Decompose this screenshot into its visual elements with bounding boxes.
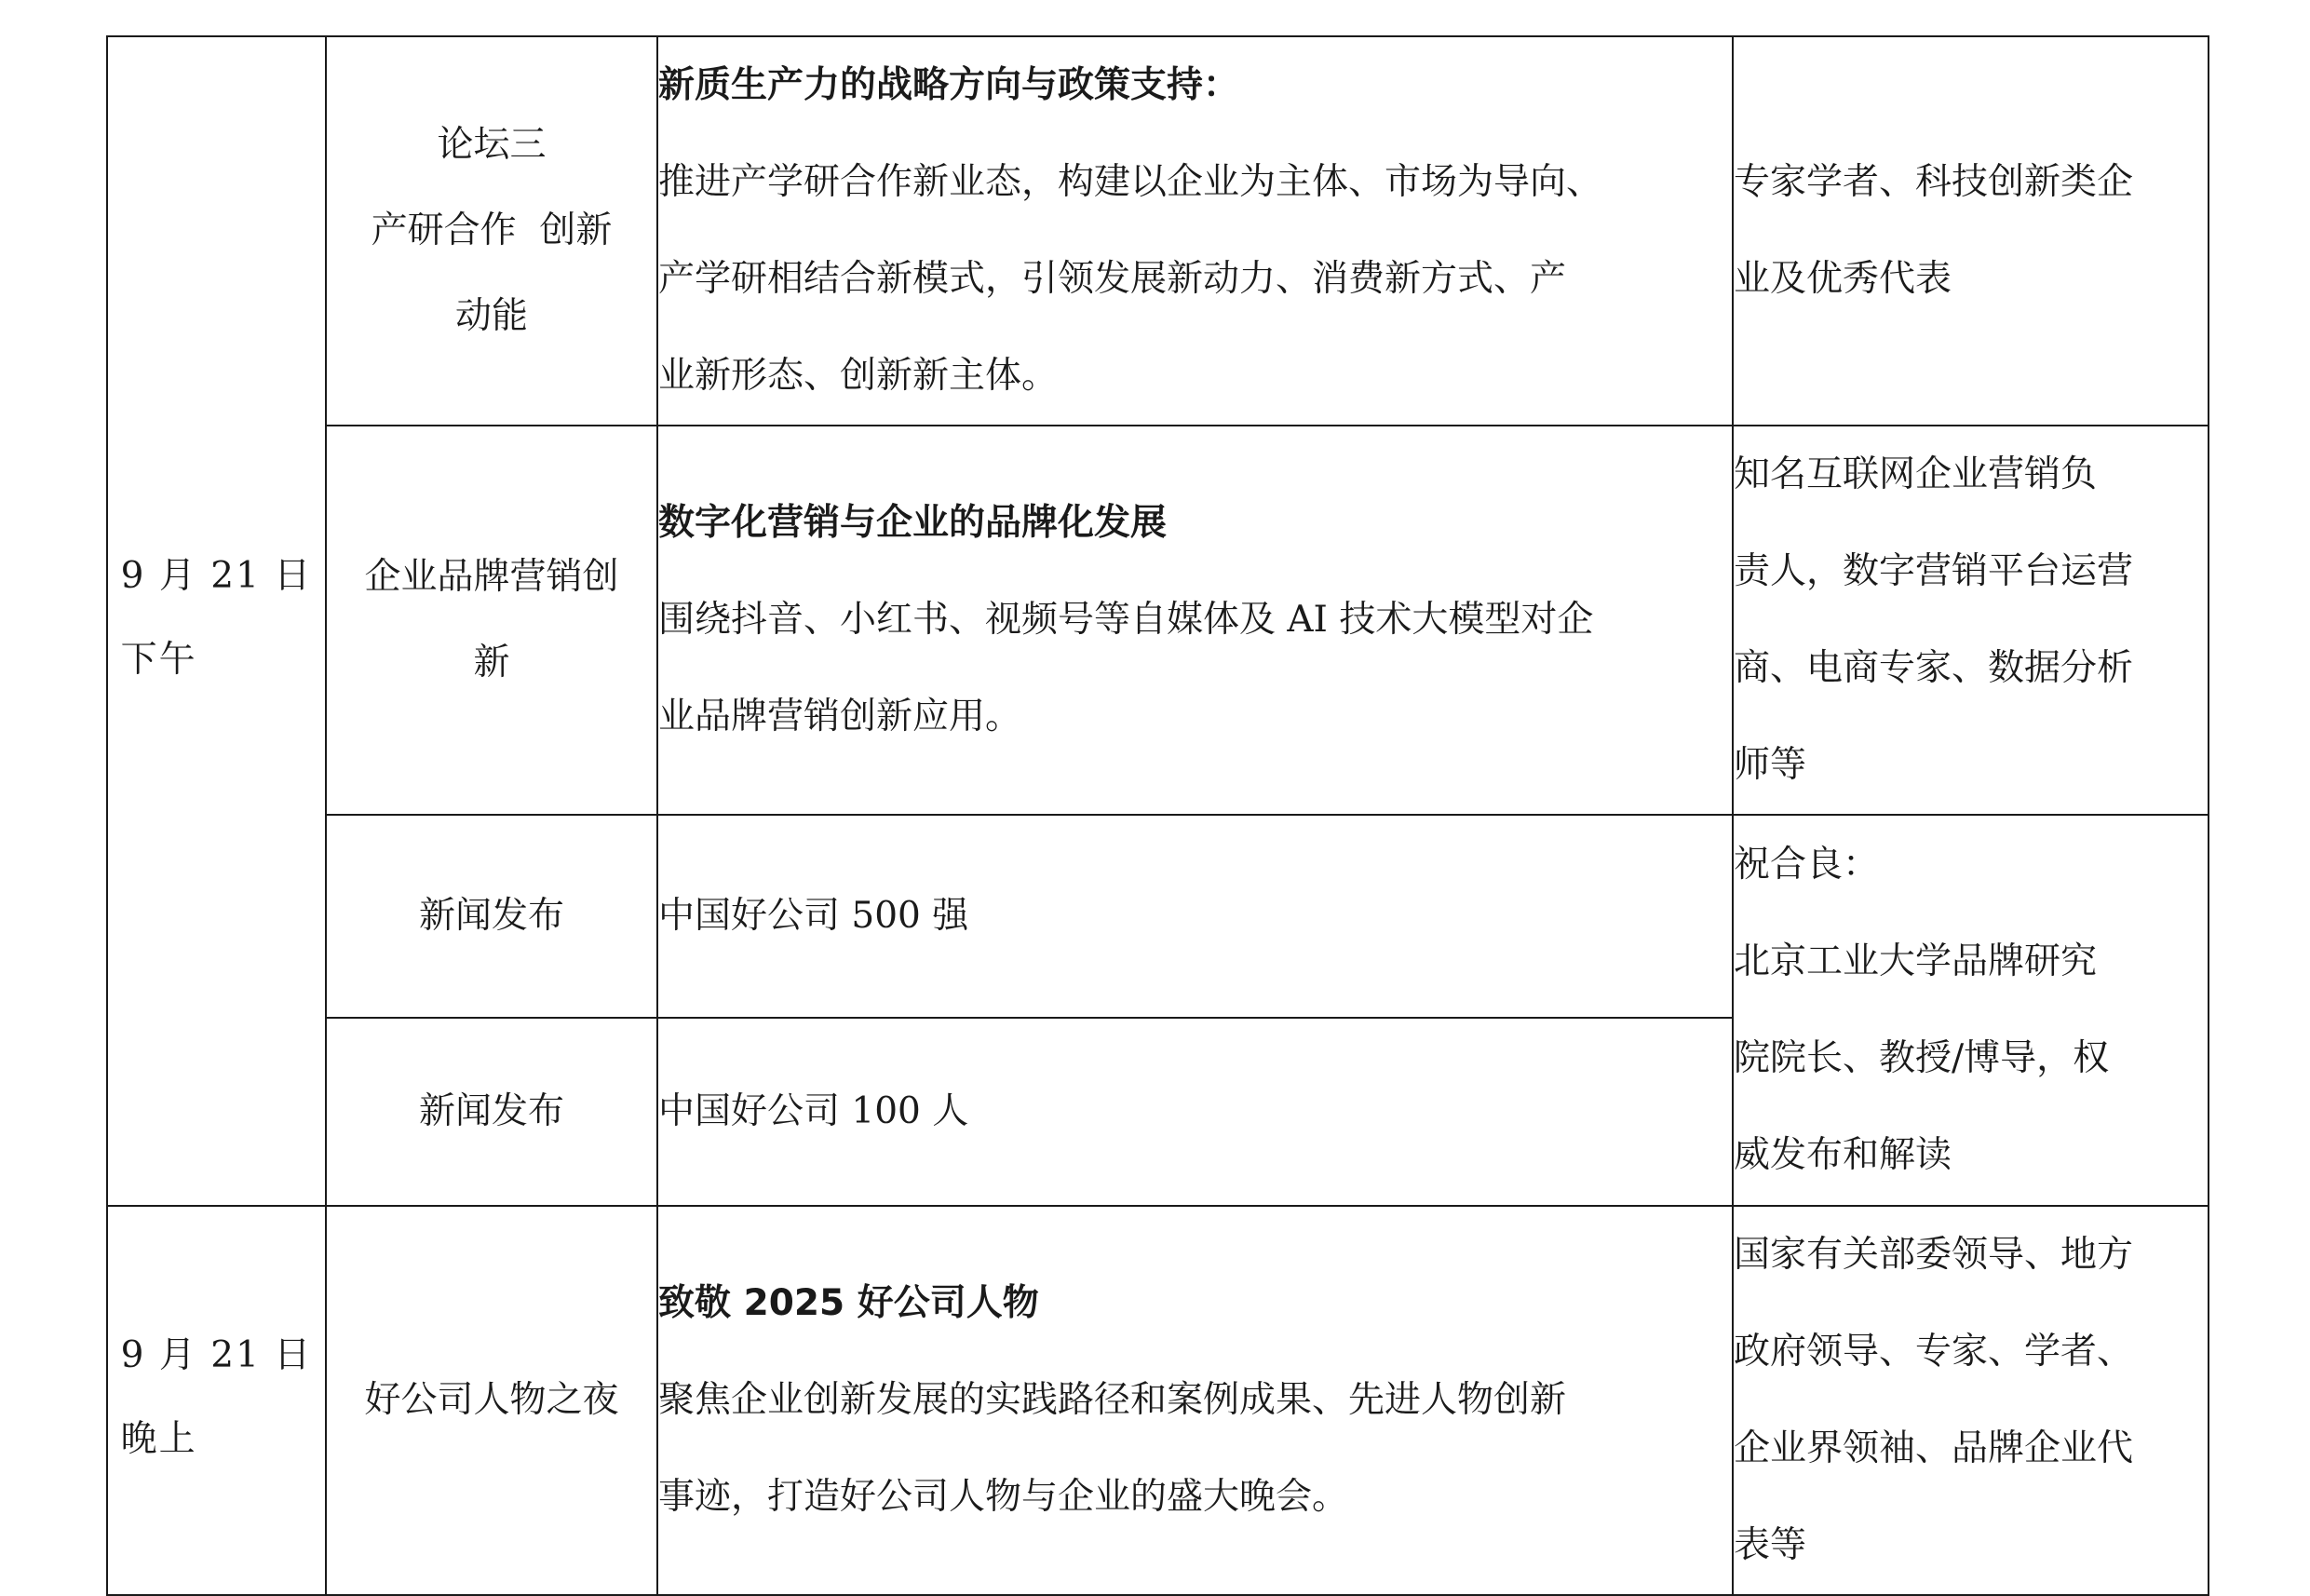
session-name-line: 新闻发布 — [418, 1090, 564, 1132]
session-name-cell — [326, 1206, 657, 1595]
guest-cell — [1733, 36, 2209, 426]
guest-cell — [1733, 426, 2209, 815]
date-line: 9 月 21 日 — [120, 1333, 313, 1376]
content-line: 推进产学研合作新业态，构建以企业为主体、市场为导向、 — [658, 161, 1603, 203]
session-name-cell — [326, 1018, 657, 1206]
guest-line: 师等 — [1734, 744, 1807, 786]
session-name-line: 新 — [473, 642, 510, 683]
table-row — [107, 1206, 2209, 1595]
date-line: 晚上 — [120, 1417, 197, 1460]
session-name-cell — [326, 36, 657, 426]
content-title: 新质生产力的战略方向与政策支持： — [658, 64, 1240, 106]
content-cell — [657, 815, 1733, 1018]
content-line: 中国好公司 100 人 — [658, 1090, 969, 1132]
content-line: 中国好公司 500 强 — [658, 895, 969, 937]
date-line: 9 月 21 日 — [120, 554, 313, 597]
content-line: 围绕抖音、小红书、视频号等自媒体及 AI 技术大模型对企 — [658, 599, 1594, 641]
date-cell — [107, 1206, 326, 1595]
content-line: 业品牌营销创新应用。 — [658, 696, 1022, 737]
guest-line: 北京工业大学品牌研究 — [1734, 940, 2098, 982]
date-line: 下午 — [120, 638, 197, 681]
session-name-line: 动能 — [454, 295, 528, 337]
guest-line: 政府领导、专家、学者、 — [1734, 1331, 2134, 1373]
guest-line: 专家学者、科技创新类企 — [1734, 161, 2134, 203]
guest-line: 表等 — [1734, 1524, 1807, 1566]
content-line: 产学研相结合新模式，引领发展新动力、消费新方式、产 — [658, 258, 1567, 300]
guest-line: 责人，数字营销平台运营 — [1734, 550, 2134, 592]
guest-cell — [1733, 815, 2209, 1206]
guest-line: 威发布和解读 — [1734, 1134, 1952, 1176]
date-text — [121, 1314, 313, 1481]
date-cell — [107, 36, 326, 1206]
session-name-line: 好公司人物之夜 — [364, 1379, 619, 1421]
table-row — [107, 426, 2209, 815]
content-cell — [657, 1018, 1733, 1206]
schedule-table — [106, 35, 2209, 1596]
content-cell — [657, 1206, 1733, 1595]
content-cell — [657, 426, 1733, 815]
content-title: 致敬 2025 好公司人物 — [658, 1282, 1039, 1324]
content-cell — [657, 36, 1733, 426]
session-name-cell — [326, 426, 657, 815]
date-text — [121, 534, 313, 702]
content-line: 事迹，打造好公司人物与企业的盛大晚会。 — [658, 1476, 1349, 1518]
session-name-cell — [326, 815, 657, 1018]
session-name-line: 论坛三 — [437, 124, 547, 166]
guest-line: 知名互联网企业营销负 — [1734, 453, 2098, 495]
content-title: 数字化营销与企业的品牌化发展 — [658, 502, 1168, 544]
guest-line: 院院长、教授/博导，权 — [1734, 1037, 2110, 1079]
session-name-line: 企业品牌营销创 — [364, 556, 619, 598]
session-name-line: 新闻发布 — [418, 895, 564, 937]
guest-line: 企业界领袖、品牌企业代 — [1734, 1427, 2134, 1469]
guest-cell — [1733, 1206, 2209, 1595]
table-row — [107, 815, 2209, 1018]
guest-line: 商、电商专家、数据分析 — [1734, 647, 2134, 689]
guest-line: 国家有关部委领导、地方 — [1734, 1234, 2134, 1276]
guest-line: 业及优秀代表 — [1734, 258, 1952, 300]
guest-line: 祝合良： — [1734, 844, 1880, 886]
table-row — [107, 36, 2209, 426]
session-name-line: 产研合作 创新 — [371, 210, 613, 251]
content-line: 业新形态、创新新主体。 — [658, 355, 1059, 397]
content-line: 聚焦企业创新发展的实践路径和案例成果、先进人物创新 — [658, 1379, 1567, 1421]
